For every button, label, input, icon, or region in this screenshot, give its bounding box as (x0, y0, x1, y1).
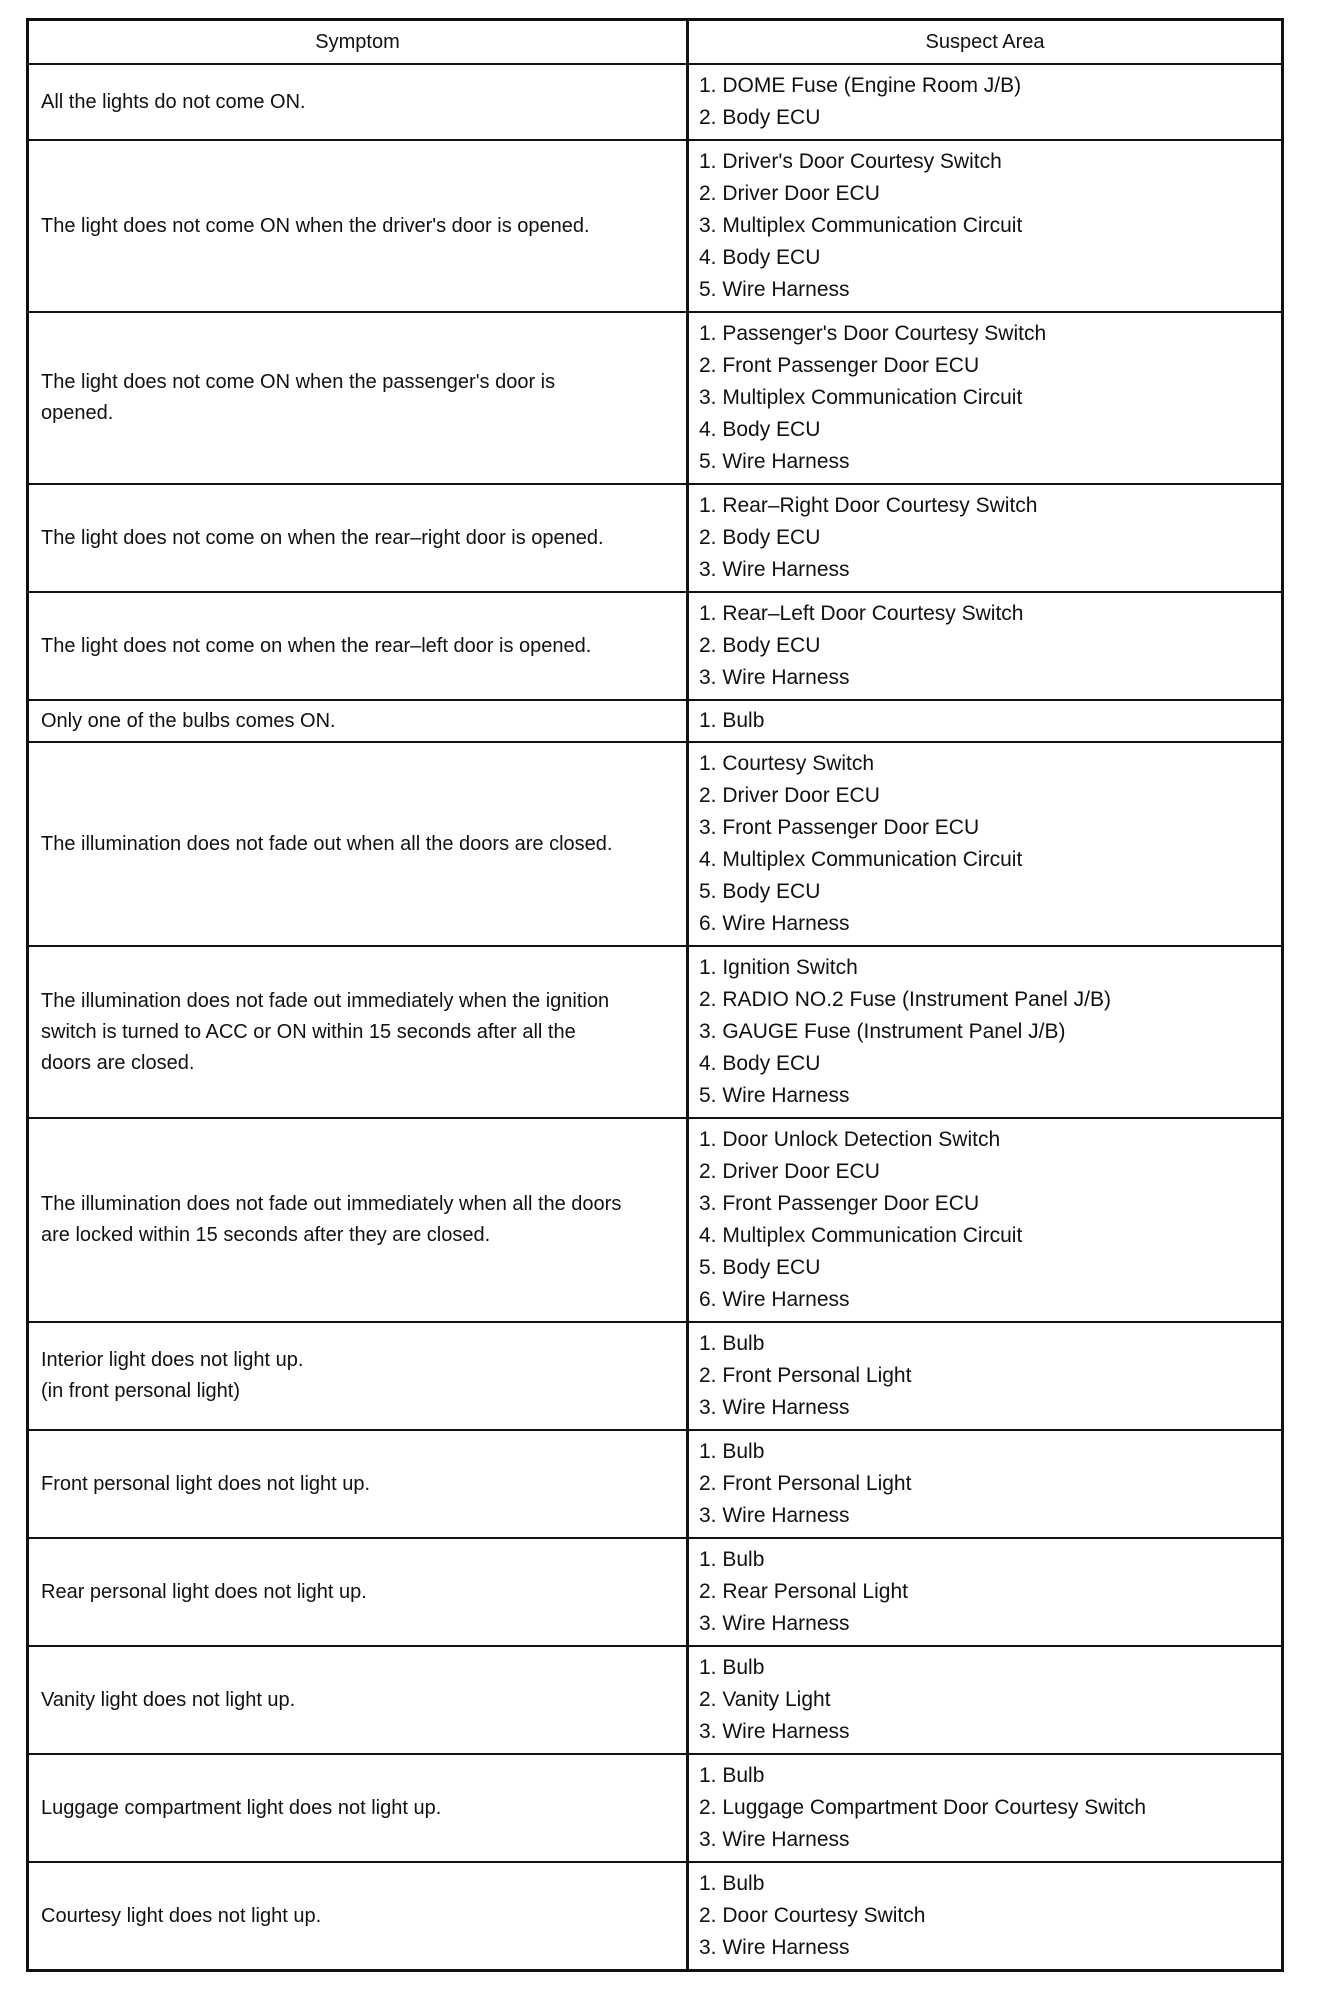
suspect-item: 3. Wire Harness (699, 1828, 850, 1851)
table-row (29, 1645, 1281, 1753)
suspect-item: 1. Rear–Left Door Courtesy Switch (699, 602, 1024, 625)
suspect-area-cell (689, 593, 1281, 699)
suspect-area-column-header: Suspect Area (925, 31, 1045, 53)
suspect-area-cell (689, 1539, 1281, 1645)
suspect-area-cell (689, 1863, 1281, 1969)
table-row (29, 591, 1281, 699)
suspect-item: 2. Driver Door ECU (699, 182, 880, 205)
suspect-item: 1. Rear–Right Door Courtesy Switch (699, 494, 1038, 517)
suspect-item: 1. Ignition Switch (699, 956, 858, 979)
symptom-cell: The light does not come on when the rear–left door is opened. (29, 593, 689, 699)
suspect-item: 1. Bulb (699, 1332, 765, 1355)
suspect-item: 1. Driver's Door Courtesy Switch (699, 150, 1002, 173)
suspect-item: 2. Front Passenger Door ECU (699, 354, 980, 377)
suspect-area-cell (689, 141, 1281, 311)
suspect-item: 3. Wire Harness (699, 1612, 850, 1635)
suspect-area-cell (689, 1647, 1281, 1753)
suspect-item: 1. Bulb (699, 1872, 765, 1895)
suspect-item: 2. Vanity Light (699, 1688, 831, 1711)
troubleshooting-table (26, 18, 1284, 1972)
suspect-item: 6. Wire Harness (699, 1288, 850, 1311)
suspect-item: 5. Wire Harness (699, 278, 850, 301)
suspect-item: 2. Front Personal Light (699, 1364, 912, 1387)
suspect-item: 4. Body ECU (699, 418, 821, 441)
suspect-area-cell (689, 1431, 1281, 1537)
suspect-area-cell (689, 1755, 1281, 1861)
suspect-area-cell (689, 1323, 1281, 1429)
suspect-item: 2. RADIO NO.2 Fuse (Instrument Panel J/B) (699, 988, 1111, 1011)
symptom-cell: Interior light does not light up. (in front personal light) (29, 1323, 689, 1429)
table-body (29, 63, 1281, 1969)
symptom-cell: The illumination does not fade out immediately when the ignition switch is turned to ACC or ON within 15 seconds after all the doors are closed. (29, 947, 689, 1117)
table-row (29, 311, 1281, 483)
suspect-item: 2. Body ECU (699, 106, 821, 129)
symptom-cell: Rear personal light does not light up. (29, 1539, 689, 1645)
suspect-item: 2. Front Personal Light (699, 1472, 912, 1495)
suspect-item: 2. Driver Door ECU (699, 1160, 880, 1183)
suspect-item: 1. Bulb (699, 1764, 765, 1787)
suspect-item: 1. DOME Fuse (Engine Room J/B) (699, 74, 1022, 97)
suspect-item: 1. Bulb (699, 1440, 765, 1463)
table-row (29, 483, 1281, 591)
suspect-item: 4. Body ECU (699, 246, 821, 269)
symptom-cell: The light does not come ON when the passenger's door is opened. (29, 313, 689, 483)
suspect-area-cell (689, 743, 1281, 945)
symptom-cell: The light does not come ON when the driver's door is opened. (29, 141, 689, 311)
suspect-item: 3. Wire Harness (699, 1936, 850, 1959)
suspect-area-cell (689, 947, 1281, 1117)
symptom-cell: The light does not come on when the rear–right door is opened. (29, 485, 689, 591)
suspect-item: 1. Passenger's Door Courtesy Switch (699, 322, 1047, 345)
suspect-item: 1. Door Unlock Detection Switch (699, 1128, 1001, 1151)
suspect-item: 6. Wire Harness (699, 912, 850, 935)
suspect-item: 4. Multiplex Communication Circuit (699, 848, 1023, 871)
suspect-item: 4. Body ECU (699, 1052, 821, 1075)
suspect-item: 1. Courtesy Switch (699, 752, 875, 775)
table-row (29, 1117, 1281, 1321)
suspect-item: 1. Bulb (699, 709, 765, 732)
suspect-item: 1. Bulb (699, 1656, 765, 1679)
table-row (29, 699, 1281, 741)
symptom-column-header: Symptom (29, 21, 689, 63)
suspect-area-cell (689, 65, 1281, 139)
suspect-item: 2. Rear Personal Light (699, 1580, 908, 1603)
suspect-item: 3. Multiplex Communication Circuit (699, 214, 1023, 237)
suspect-item: 5. Wire Harness (699, 1084, 850, 1107)
suspect-item: 3. Wire Harness (699, 558, 850, 581)
suspect-area-cell (689, 313, 1281, 483)
suspect-item: 5. Body ECU (699, 1256, 821, 1279)
suspect-item: 3. GAUGE Fuse (Instrument Panel J/B) (699, 1020, 1066, 1043)
table-row (29, 1321, 1281, 1429)
suspect-item: 2. Driver Door ECU (699, 784, 880, 807)
suspect-item: 3. Wire Harness (699, 1396, 850, 1419)
suspect-area-cell (689, 485, 1281, 591)
suspect-item: 3. Wire Harness (699, 666, 850, 689)
table-row (29, 945, 1281, 1117)
symptom-cell: Courtesy light does not light up. (29, 1863, 689, 1969)
symptom-cell: Front personal light does not light up. (29, 1431, 689, 1537)
suspect-area-cell (689, 701, 1281, 741)
suspect-item: 3. Wire Harness (699, 1504, 850, 1527)
suspect-item: 2. Luggage Compartment Door Courtesy Switch (699, 1796, 1147, 1819)
suspect-item: 2. Body ECU (699, 634, 821, 657)
table-row (29, 1861, 1281, 1969)
symptom-cell: Vanity light does not light up. (29, 1647, 689, 1753)
symptom-cell: All the lights do not come ON. (29, 65, 689, 139)
suspect-item: 2. Door Courtesy Switch (699, 1904, 926, 1927)
table-row (29, 741, 1281, 945)
suspect-item: 3. Front Passenger Door ECU (699, 1192, 980, 1215)
suspect-item: 4. Multiplex Communication Circuit (699, 1224, 1023, 1247)
table-row (29, 1753, 1281, 1861)
table-row (29, 1429, 1281, 1537)
symptom-cell: The illumination does not fade out when all the doors are closed. (29, 743, 689, 945)
suspect-item: 5. Wire Harness (699, 450, 850, 473)
symptom-cell: Luggage compartment light does not light up. (29, 1755, 689, 1861)
symptom-cell: Only one of the bulbs comes ON. (29, 701, 689, 741)
table-row (29, 139, 1281, 311)
suspect-item: 1. Bulb (699, 1548, 765, 1571)
symptom-cell: The illumination does not fade out immediately when all the doors are locked within 15 seconds after they are closed. (29, 1119, 689, 1321)
suspect-item: 3. Wire Harness (699, 1720, 850, 1743)
table-row (29, 1537, 1281, 1645)
suspect-item: 5. Body ECU (699, 880, 821, 903)
suspect-item: 3. Multiplex Communication Circuit (699, 386, 1023, 409)
suspect-item: 2. Body ECU (699, 526, 821, 549)
table-row (29, 63, 1281, 139)
suspect-item: 3. Front Passenger Door ECU (699, 816, 980, 839)
table-header-row (29, 21, 1281, 63)
suspect-area-cell (689, 1119, 1281, 1321)
